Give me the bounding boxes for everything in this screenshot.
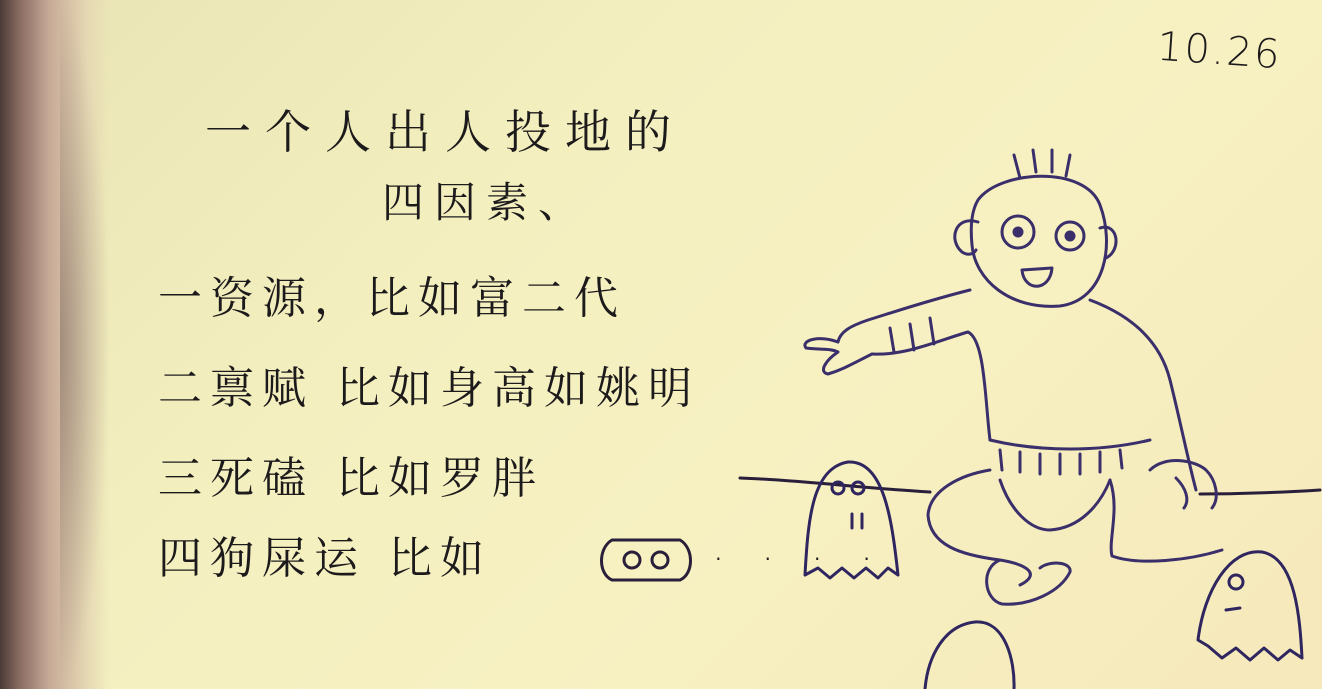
ghost-icon: [925, 622, 1014, 689]
ghost-icon: [1198, 552, 1302, 660]
small-face-icon: [602, 540, 691, 580]
list-item: 二禀赋 比如身高如姚明: [158, 363, 700, 414]
list-item: 四狗屎运 比如: [158, 533, 492, 584]
date-label: 10.26: [1156, 23, 1284, 79]
list-item: 一资源，比如富二代: [158, 273, 626, 324]
cartoon-figure: [805, 150, 1222, 604]
title-line-1: 一个人出人投地的: [205, 105, 685, 159]
title-line-2: 四因素、: [382, 178, 591, 227]
list-item: 三死磕 比如罗胖: [158, 453, 544, 504]
ghost-icon: [805, 462, 898, 578]
ellipsis-dots: . . . .: [712, 524, 886, 570]
ground-line: [740, 478, 1320, 494]
